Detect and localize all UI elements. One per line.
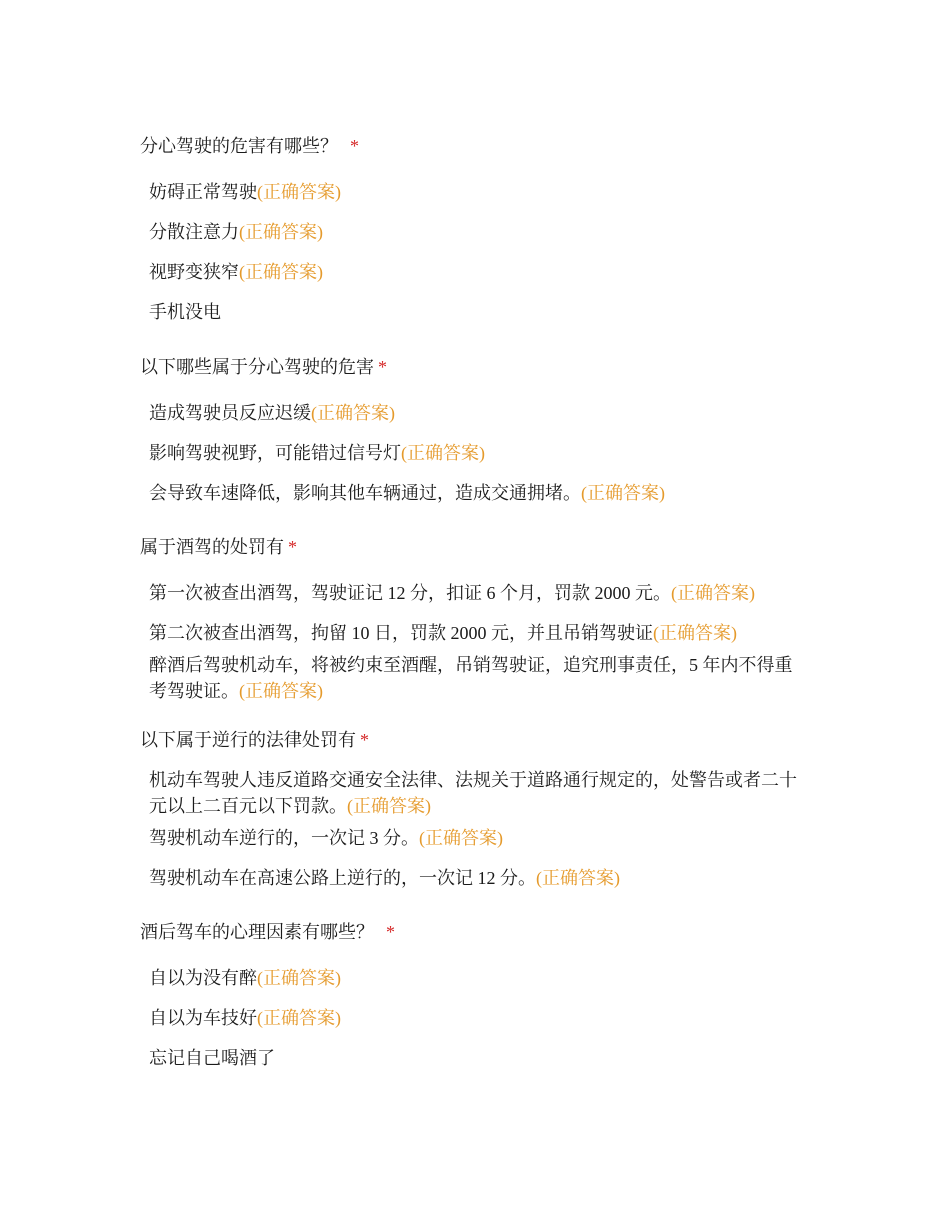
correct-answer-tag: (正确答案) [257, 1008, 341, 1028]
question-3 [140, 534, 820, 704]
option: 醉酒后驾驶机动车，将被约束至酒醒，吊销驾驶证，追究刑事责任，5 年内不得重考驾驶证。(正确答案) [149, 655, 793, 701]
correct-answer-tag: (正确答案) [257, 968, 341, 988]
correct-answer-tag: (正确答案) [311, 403, 395, 423]
option: 视野变狭窄(正确答案) [149, 262, 323, 282]
required-mark: * [378, 357, 387, 377]
question-4 [140, 727, 820, 891]
question-title: 酒后驾车的心理因素有哪些？ * [140, 922, 395, 942]
correct-answer-tag: (正确答案) [347, 796, 431, 816]
option: 驾驶机动车逆行的，一次记 3 分。(正确答案) [149, 828, 503, 848]
option: 妨碍正常驾驶(正确答案) [149, 182, 341, 202]
option: 影响驾驶视野，可能错过信号灯(正确答案) [149, 443, 485, 463]
correct-answer-tag: (正确答案) [671, 583, 755, 603]
option: 分散注意力(正确答案) [149, 222, 323, 242]
option-list [140, 400, 820, 506]
option-list [140, 965, 820, 1071]
option: 忘记自己喝酒了 [149, 1048, 275, 1068]
required-mark: * [360, 730, 369, 750]
question-1 [140, 133, 820, 325]
option-list [140, 767, 820, 891]
correct-answer-tag: (正确答案) [239, 262, 323, 282]
question-2 [140, 354, 820, 506]
option: 第一次被查出酒驾，驾驶证记 12 分，扣证 6 个月，罚款 2000 元。(正确答案) [149, 583, 755, 603]
correct-answer-tag: (正确答案) [239, 681, 323, 701]
required-mark: * [386, 922, 395, 942]
correct-answer-tag: (正确答案) [401, 443, 485, 463]
option: 自以为车技好(正确答案) [149, 1008, 341, 1028]
option: 机动车驾驶人违反道路交通安全法律、法规关于道路通行规定的，处警告或者二十元以上二百元以下罚款。(正确答案) [149, 770, 797, 816]
option: 驾驶机动车在高速公路上逆行的，一次记 12 分。(正确答案) [149, 868, 620, 888]
question-title: 以下哪些属于分心驾驶的危害 * [140, 357, 387, 377]
correct-answer-tag: (正确答案) [536, 868, 620, 888]
required-mark: * [288, 537, 297, 557]
correct-answer-tag: (正确答案) [419, 828, 503, 848]
question-5 [140, 919, 820, 1071]
question-title: 属于酒驾的处罚有 * [140, 537, 297, 557]
correct-answer-tag: (正确答案) [653, 623, 737, 643]
question-title: 分心驾驶的危害有哪些？ * [140, 136, 359, 156]
question-title: 以下属于逆行的法律处罚有 * [140, 730, 369, 750]
option: 会导致车速降低，影响其他车辆通过，造成交通拥堵。(正确答案) [149, 483, 665, 503]
required-mark: * [350, 136, 359, 156]
correct-answer-tag: (正确答案) [581, 483, 665, 503]
option: 第二次被查出酒驾，拘留 10 日，罚款 2000 元，并且吊销驾驶证(正确答案) [149, 623, 737, 643]
option-list [140, 179, 820, 325]
option: 手机没电 [149, 302, 221, 322]
option: 自以为没有醉(正确答案) [149, 968, 341, 988]
option-list [140, 580, 820, 704]
correct-answer-tag: (正确答案) [239, 222, 323, 242]
option: 造成驾驶员反应迟缓(正确答案) [149, 403, 395, 423]
correct-answer-tag: (正确答案) [257, 182, 341, 202]
